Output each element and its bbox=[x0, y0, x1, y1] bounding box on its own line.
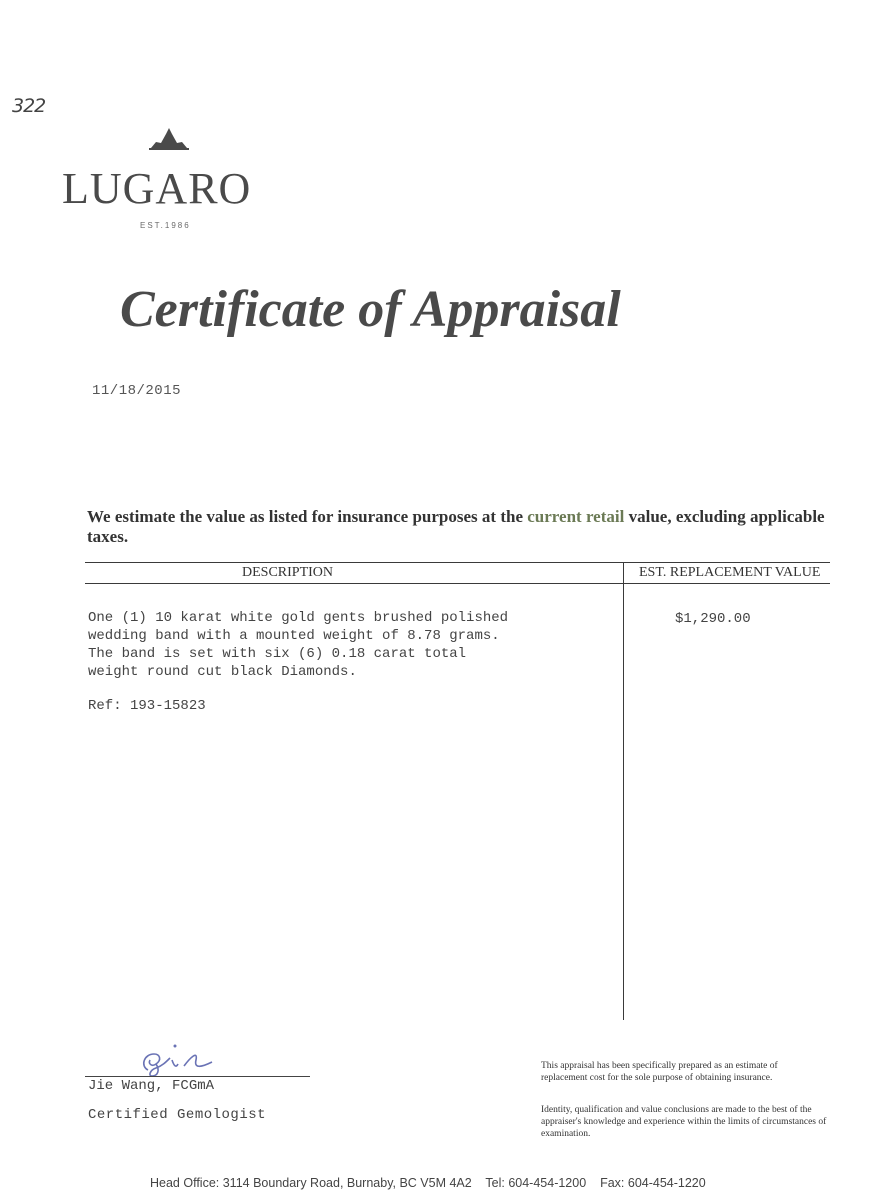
reference-number: Ref: 193-15823 bbox=[88, 698, 206, 714]
crown-icon bbox=[149, 128, 189, 155]
page-title: Certificate of Appraisal bbox=[120, 281, 621, 338]
intro-text-2: value, excluding applicable taxes. bbox=[87, 507, 825, 546]
notice-purpose: This appraisal has been specifically prepared as an estimate of replacement cost for the sole purpose of obtaining insurance. bbox=[541, 1061, 778, 1083]
column-header-description: DESCRIPTION bbox=[242, 565, 334, 580]
footer-tel: Tel: 604-454-1200 bbox=[485, 1176, 587, 1190]
notice-disclaimer: Identity, qualification and value conclusions are made to the best of the appraiser's knowledge and experience within the limits of circumstances of examination. bbox=[541, 1105, 827, 1139]
intro-text-1: We estimate the value as listed for insurance purposes at the bbox=[87, 507, 528, 526]
footer-contact bbox=[150, 1176, 706, 1190]
table-top-rule bbox=[85, 562, 830, 563]
description-line: wedding band with a mounted weight of 8.78 grams. bbox=[88, 628, 500, 644]
description-line: weight round cut black Diamonds. bbox=[88, 664, 357, 680]
handwritten-page-number: 322 bbox=[12, 95, 46, 117]
intro-statement bbox=[87, 507, 847, 547]
signatory-name: Jie Wang, FCGmA bbox=[88, 1078, 215, 1094]
item-description bbox=[88, 609, 608, 681]
description-line: One (1) 10 karat white gold gents brushed polished bbox=[88, 610, 509, 626]
signatory-title: Certified Gemologist bbox=[88, 1107, 267, 1123]
signature-line bbox=[85, 1076, 310, 1077]
appraisal-date: 11/18/2015 bbox=[92, 383, 182, 399]
logo-wordmark: LUGARO bbox=[62, 164, 252, 213]
column-header-value: EST. REPLACEMENT VALUE bbox=[639, 565, 821, 580]
footer-fax: Fax: 604-454-1220 bbox=[600, 1176, 706, 1190]
intro-highlight: current retail bbox=[527, 507, 625, 526]
description-line: The band is set with six (6) 0.18 carat total bbox=[88, 646, 467, 662]
footer-address: Head Office: 3114 Boundary Road, Burnaby, BC V5M 4A2 bbox=[150, 1176, 472, 1190]
table-header-rule bbox=[85, 583, 830, 584]
logo-established: EST.1986 bbox=[140, 221, 191, 230]
replacement-value: $1,290.00 bbox=[675, 611, 751, 627]
table-column-divider bbox=[623, 562, 624, 1020]
